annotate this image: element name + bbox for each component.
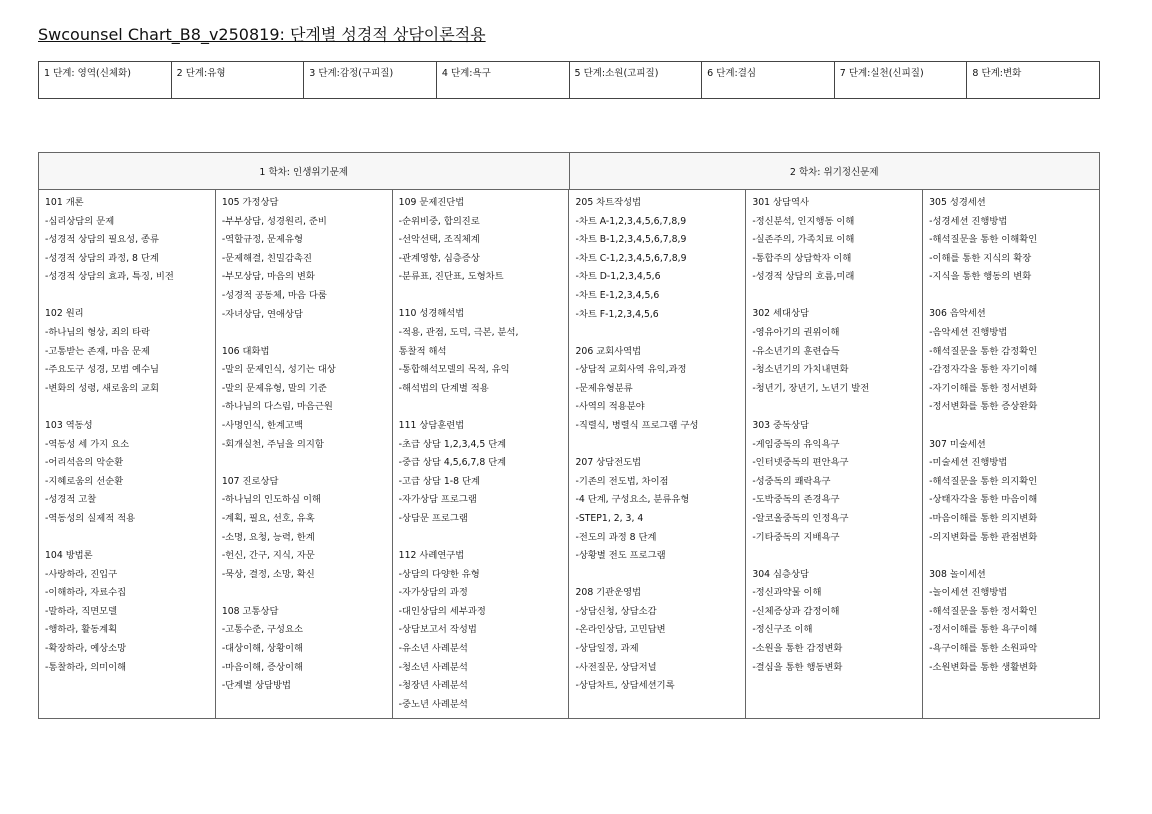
- course-title: 109 문제진단법: [398, 197, 465, 208]
- step-cell: 2 단계:유형: [172, 62, 305, 98]
- course-column: [39, 190, 215, 719]
- course-section: [929, 436, 1094, 548]
- course-topic: -자녀상담, 연애상담: [221, 308, 303, 320]
- course-title: 105 가정상담: [221, 197, 279, 208]
- step-bar: [38, 61, 1100, 99]
- course-topic: -하나님의 형상, 죄의 타락: [45, 327, 150, 339]
- course-topic: -선악선택, 조직체계: [398, 234, 480, 246]
- course-title: 208 기관운영법: [575, 587, 642, 599]
- course-section: [399, 305, 564, 398]
- course-section: [45, 547, 210, 677]
- course-topic: -차트 C-1,2,3,4,5,6,7,8,9: [575, 252, 687, 264]
- course-topic: -소명, 요청, 능력, 한계: [221, 531, 315, 543]
- course-topic: -정신분석, 인지행동 이해: [752, 215, 855, 227]
- course-topic: -차트 E-1,2,3,4,5,6: [575, 289, 660, 301]
- course-topic: -게임중독의 유익욕구: [752, 438, 840, 450]
- course-title: 207 상담전도법: [575, 457, 642, 469]
- course-topic: -STEP1, 2, 3, 4: [575, 512, 644, 524]
- course-topic: -신체증상과 감정이해: [752, 605, 840, 617]
- course-topic: -감정자각을 통한 자기이해: [929, 364, 1038, 376]
- course-topic: -묵상, 결정, 소망, 확신: [221, 568, 315, 580]
- course-title: 101 개론: [45, 197, 84, 208]
- course-topic: -도박중독의 존경욕구: [752, 494, 840, 506]
- course-topic: -기존의 전도법, 차이점: [575, 475, 669, 487]
- course-title: 302 세대상담: [752, 308, 809, 320]
- course-topic: -상담적 교회사역 유익,과정: [575, 364, 687, 376]
- step-cell: 7 단계:실천(신피질): [835, 62, 968, 98]
- course-topic: -소원을 통한 감정변화: [752, 642, 843, 654]
- course-topic: -해석질문을 통한 이해확인: [929, 234, 1038, 246]
- course-topic: -실존주의, 가족치료 이해: [752, 234, 855, 246]
- course-topic: -상황별 전도 프로그램: [575, 550, 666, 562]
- course-title: 307 미술세션: [929, 438, 986, 450]
- course-topic: -주요도구 성경, 모범 예수님: [45, 364, 159, 376]
- course-topic: -통찰하라, 의미이해: [45, 661, 127, 673]
- course-section: [222, 343, 387, 455]
- course-topic: -통합해석모델의 목적, 유익: [398, 364, 510, 376]
- course-topic: -이해를 통한 지식의 확장: [929, 252, 1032, 264]
- course-section: [752, 305, 917, 398]
- course-topic: -기타중독의 지배욕구: [752, 531, 840, 543]
- course-topic: -하나님의 인도하심 이해: [221, 494, 321, 506]
- course-topic: -고통받는 존재, 마음 문제: [45, 345, 150, 357]
- course-topic: -상담문 프로그램: [398, 512, 468, 524]
- course-topic: -하나님의 다스림, 마음근원: [221, 401, 333, 413]
- course-topic: -역할규정, 문제유형: [221, 234, 303, 246]
- course-topic: -음악세션 진행방법: [929, 327, 1008, 339]
- course-topic: -해석법의 단계별 적용: [398, 382, 489, 394]
- course-topic: -말의 문제인식, 성기는 대상: [221, 364, 336, 376]
- course-topic: -고통수준, 구성요소: [221, 624, 303, 636]
- semester-2-header: 2 학차: 위기정신문제: [569, 153, 1100, 189]
- course-topic: -자가상담 프로그램: [398, 494, 477, 506]
- course-section: [399, 417, 564, 529]
- course-topic: -차트 B-1,2,3,4,5,6,7,8,9: [575, 234, 687, 246]
- course-topic: -마음이해를 통한 의지변화: [929, 512, 1038, 524]
- course-topic: -해석질문을 통한 의지확인: [929, 475, 1038, 487]
- course-topic: -상담의 다양한 유형: [398, 568, 480, 580]
- course-topic: -문제해결, 친밀감촉진: [221, 252, 312, 264]
- course-topic: -성중독의 쾌락욕구: [752, 475, 831, 487]
- course-topic: -청소년기의 가치내면화: [752, 364, 849, 376]
- course-title: 205 차트작성법: [575, 197, 642, 208]
- course-topic: -대상이해, 상황이해: [221, 642, 303, 654]
- course-title: 301 상담역사: [752, 197, 809, 208]
- course-topic: -역동성 세 가지 요소: [45, 438, 130, 450]
- course-column: [215, 190, 392, 719]
- course-section: [222, 473, 387, 585]
- curriculum-table: [38, 152, 1100, 719]
- course-section: [45, 194, 210, 287]
- course-section: [929, 305, 1094, 417]
- course-column: [392, 190, 569, 719]
- course-topic: -계획, 필요, 선호, 유혹: [221, 512, 315, 524]
- course-topic: -사랑하라, 진입구: [45, 568, 118, 580]
- course-section: [222, 603, 387, 696]
- course-topic: -사역의 적용분야: [575, 401, 645, 413]
- course-column: [745, 190, 922, 719]
- course-topic: -영유아기의 권위이해: [752, 327, 840, 339]
- course-topic: -말하라, 직면모델: [45, 605, 118, 617]
- course-title: 108 고통상담: [221, 605, 279, 617]
- course-topic: -중노년 사례분석: [398, 698, 468, 710]
- course-topic: -역동성의 실제적 적용: [45, 512, 136, 524]
- step-cell: 3 단계:감정(구피질): [304, 62, 437, 98]
- course-section: [752, 417, 917, 547]
- course-topic: -성경적 상담의 효과, 특징, 비전: [45, 271, 174, 283]
- course-topic: -정서이해를 통한 욕구이해: [929, 624, 1038, 636]
- course-topic: -정신과약물 이해: [752, 587, 822, 599]
- course-columns: [39, 190, 1099, 719]
- course-topic: -의지변화를 통한 관점변화: [929, 531, 1038, 543]
- course-title: 110 성경해석법: [398, 308, 465, 320]
- course-topic: -청장년 사례분석: [398, 680, 468, 692]
- course-topic: -단계별 상담방법: [221, 680, 292, 692]
- course-title: 304 심층상담: [752, 568, 809, 580]
- course-topic: -유소년 사례분석: [398, 642, 468, 654]
- course-topic: -알코올중독의 인정욕구: [752, 512, 849, 524]
- course-title: 305 성경세션: [929, 197, 986, 208]
- course-topic: -행하라, 활동계획: [45, 624, 118, 636]
- course-topic: -중급 상담 4,5,6,7,8 단계: [398, 457, 507, 469]
- course-topic: -확장하라, 예상소망: [45, 642, 127, 654]
- course-topic: -미술세션 진행방법: [929, 457, 1008, 469]
- course-topic: -성경적 상담의 과정, 8 단계: [45, 252, 159, 264]
- course-section: [222, 194, 387, 324]
- course-section: [575, 194, 740, 324]
- course-column: [568, 190, 745, 719]
- course-section: [575, 343, 740, 436]
- course-topic: -전도의 과정 8 단계: [575, 531, 657, 543]
- course-topic: -자가상담의 과정: [398, 587, 468, 599]
- course-section: [929, 194, 1094, 287]
- page-title: Swcounsel Chart_B8_v250819: 단계별 성경적 상담이론적용: [38, 25, 486, 44]
- course-title: 308 놀이세션: [929, 568, 986, 580]
- course-section: [752, 194, 917, 287]
- course-topic: -차트 D-1,2,3,4,5,6: [575, 271, 661, 283]
- course-topic: 통찰적 해석: [398, 345, 447, 357]
- step-cell: 6 단계:결심: [702, 62, 835, 98]
- course-topic: -문제유형분류: [575, 382, 633, 394]
- course-topic: -관계영향, 심층증상: [398, 252, 480, 264]
- course-topic: -유소년기의 훈련습득: [752, 345, 840, 357]
- course-title: 106 대화법: [221, 345, 270, 357]
- course-topic: -고급 상담 1-8 단계: [398, 475, 480, 487]
- course-topic: -마음이해, 증상이해: [221, 661, 303, 673]
- course-section: [45, 417, 210, 529]
- course-topic: -헌신, 간구, 지식, 자문: [221, 550, 315, 562]
- course-section: [399, 547, 564, 714]
- course-topic: -4 단계, 구성요소, 분류유형: [575, 494, 690, 506]
- course-topic: -욕구이해를 통한 소원파악: [929, 642, 1038, 654]
- course-topic: -회개실천, 주님을 의지함: [221, 438, 324, 450]
- course-topic: -성경적 상담의 필요성, 종류: [45, 234, 159, 246]
- course-topic: -놀이세션 진행방법: [929, 587, 1008, 599]
- course-topic: -순위비중, 합의진로: [398, 215, 480, 227]
- course-topic: -변화의 성령, 새로움의 교회: [45, 382, 159, 394]
- course-topic: -부부상담, 성경원리, 준비: [221, 215, 327, 227]
- course-section: [399, 194, 564, 287]
- course-section: [575, 454, 740, 566]
- step-cell: 5 단계:소원(고피질): [570, 62, 703, 98]
- course-topic: -통합주의 상담학자 이해: [752, 252, 852, 264]
- course-topic: -해석질문을 통한 감정확인: [929, 345, 1038, 357]
- course-title: 107 진로상담: [221, 475, 279, 487]
- course-topic: -성경적 상담의 흐름,미래: [752, 271, 855, 283]
- course-title: 303 중독상담: [752, 419, 809, 431]
- course-topic: -청소년 사례분석: [398, 661, 468, 673]
- course-title: 206 교회사역법: [575, 345, 642, 357]
- course-topic: -초급 상담 1,2,3,4,5 단계: [398, 438, 507, 450]
- course-topic: -정신구조 이해: [752, 624, 813, 636]
- semester-header-row: [39, 153, 1099, 190]
- course-topic: -심리상담의 문제: [45, 215, 115, 227]
- course-title: 104 방법론: [45, 550, 93, 561]
- course-topic: -상태자각을 통한 마음이해: [929, 494, 1038, 506]
- course-topic: -이해하라, 자료수집: [45, 587, 127, 599]
- course-topic: -상담차트, 상담세션기록: [575, 680, 675, 692]
- course-title: 111 상담훈련법: [398, 419, 465, 431]
- course-topic: -정서변화를 통한 증상완화: [929, 401, 1038, 413]
- step-cell: 1 단계: 영역(신체화): [39, 62, 172, 98]
- course-topic: -차트 F-1,2,3,4,5,6: [575, 308, 659, 320]
- course-title: 103 역동성: [45, 419, 93, 431]
- course-topic: -사전질문, 상담저널: [575, 661, 657, 673]
- course-topic: -직렬식, 병렬식 프로그램 구성: [575, 420, 699, 432]
- course-section: [45, 305, 210, 398]
- course-topic: -성경적 고찰: [45, 494, 97, 506]
- course-topic: -소원변화를 통한 생활변화: [929, 661, 1038, 673]
- course-topic: -분류표, 진단표, 도형차트: [398, 271, 504, 283]
- course-topic: -어리석음의 악순환: [45, 457, 124, 469]
- course-topic: -상담보고서 작성법: [398, 624, 477, 636]
- course-topic: -결심을 통한 행동변화: [752, 661, 843, 673]
- course-topic: -인터넷중독의 편안욕구: [752, 457, 849, 469]
- course-section: [929, 566, 1094, 678]
- course-topic: -상담신청, 상담소감: [575, 605, 657, 617]
- course-topic: -부모상담, 마음의 변화: [221, 271, 315, 283]
- course-topic: -해석질문을 통한 정서확인: [929, 605, 1038, 617]
- step-cell: 8 단계:변화: [972, 68, 1022, 79]
- course-topic: -대인상담의 세부과정: [398, 605, 486, 617]
- course-section: [752, 566, 917, 678]
- course-topic: -청년기, 장년기, 노년기 발전: [752, 382, 870, 394]
- semester-1-header: 1 학차: 인생위기문제: [259, 167, 349, 178]
- course-column: [922, 190, 1099, 719]
- course-topic: -성경적 공동체, 마음 다룸: [221, 289, 327, 301]
- course-title: 112 사례연구법: [398, 550, 465, 561]
- course-topic: -자기이해를 통한 정서변화: [929, 382, 1038, 394]
- course-section: [575, 584, 740, 696]
- course-title: 102 원리: [45, 308, 84, 320]
- step-cell: 4 단계:욕구: [437, 62, 570, 98]
- course-topic: -온라인상담, 고민답변: [575, 624, 666, 636]
- course-title: 306 음악세션: [929, 308, 986, 320]
- course-topic: -사명인식, 한계고백: [221, 420, 303, 432]
- course-topic: -성경세션 진행방법: [929, 215, 1008, 227]
- course-topic: -상담일정, 과제: [575, 642, 639, 654]
- course-topic: -지혜로움의 선순환: [45, 475, 124, 487]
- course-topic: -차트 A-1,2,3,4,5,6,7,8,9: [575, 215, 687, 227]
- course-topic: -말의 문제유형, 말의 기준: [221, 382, 327, 394]
- course-topic: -적용, 관점, 도덕, 극본, 분석,: [398, 327, 519, 339]
- course-topic: -지식을 통한 행동의 변화: [929, 271, 1032, 283]
